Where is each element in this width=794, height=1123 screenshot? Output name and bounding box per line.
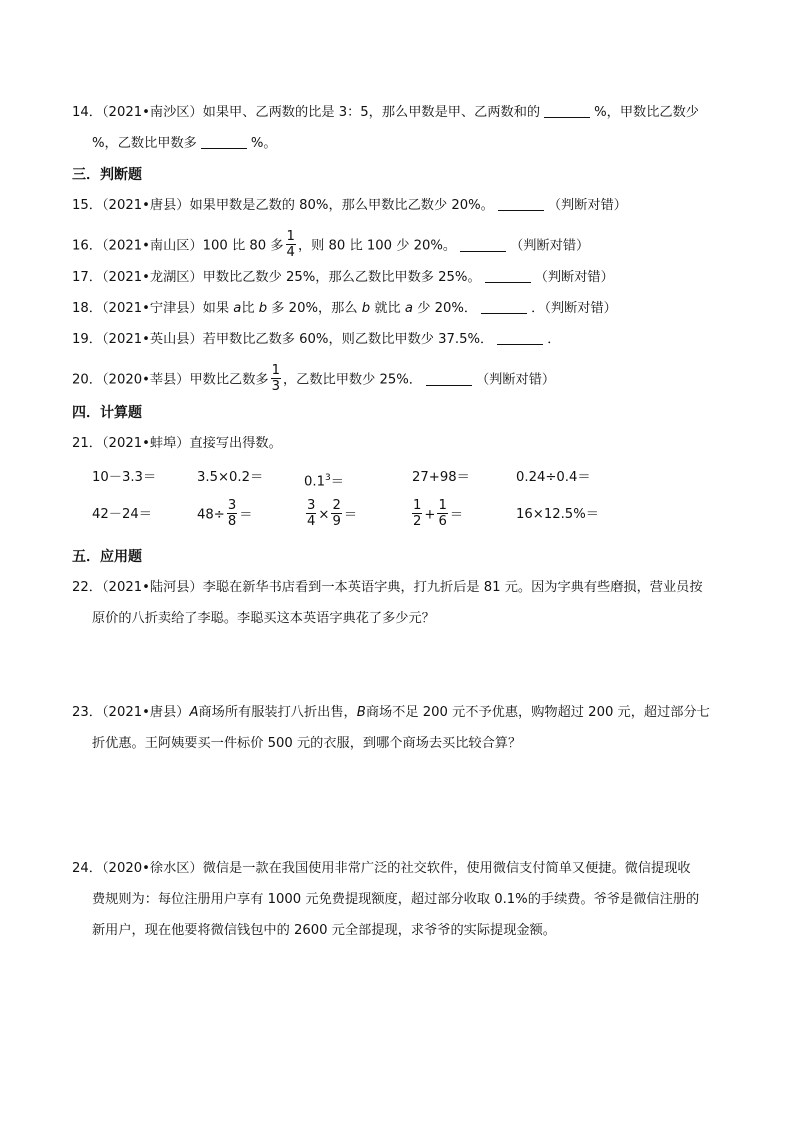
calc-equals: ＝ [343, 507, 358, 523]
question-20 [72, 364, 555, 395]
q15-judge: （判断对错） [547, 198, 627, 213]
q17-text: 17．（2021•龙湖区）甲数比乙数少 25%，那么乙数比甲数多 25%。 [72, 270, 481, 285]
question-14-line-1 [72, 103, 699, 123]
fraction-numerator: 1 [438, 498, 447, 513]
q16-text-a: 16．（2021•南山区）100 比 80 多 [72, 238, 284, 254]
calc-item [197, 499, 252, 530]
calc-base: 0.1 [304, 474, 325, 490]
q23-text-a: 23．（2021•唐县） [72, 705, 190, 720]
var-b: b [361, 301, 371, 316]
question-22-line-2: 原价的八折卖给了李聪。李聪买这本英语字典花了多少元？ [92, 611, 435, 626]
q17-judge: （判断对错） [534, 270, 614, 285]
section-5-heading: 五．应用题 [72, 549, 142, 565]
var-a: a [233, 301, 242, 316]
fraction-numerator: 1 [271, 363, 280, 378]
fraction [331, 498, 341, 529]
fraction-denominator: 4 [286, 245, 295, 260]
fraction [306, 498, 316, 529]
answer-blank[interactable] [481, 299, 527, 314]
q16-judge: （判断对错） [510, 238, 590, 254]
fraction [437, 498, 447, 529]
fraction [227, 498, 237, 529]
var-b: b [258, 301, 268, 316]
q20-text-b: ，乙数比甲数少 25%． [282, 372, 422, 388]
fraction-denominator: 6 [438, 514, 447, 529]
q18-text-d: 就比 [374, 301, 401, 316]
var-a: a [404, 301, 414, 316]
q23-text-b: 商场所有服装打八折出售， [198, 705, 357, 720]
q14-text-a: 14．（2021•南沙区）如果甲、乙两数的比是 3：5，那么甲数是甲、乙两数和的 [72, 105, 541, 120]
calc-item [304, 468, 344, 492]
calc-operator: × [318, 507, 330, 523]
calc-operator: + [424, 507, 436, 523]
calc-item: 0.24÷0.4＝ [516, 470, 591, 485]
answer-blank[interactable] [498, 196, 544, 211]
fraction-denominator: 2 [413, 514, 422, 529]
answer-blank[interactable] [460, 237, 506, 252]
fraction-numerator: 2 [332, 498, 341, 513]
q18-text-b: 比 [241, 301, 255, 316]
q18-text-a: 18．（2021•宁津县）如果 [72, 301, 230, 316]
calc-item [410, 499, 463, 530]
calc-item: 27+98＝ [412, 470, 470, 485]
calc-item [304, 499, 357, 530]
q16-text-b: ，则 80 比 100 少 20%。 [297, 238, 457, 254]
q14-text-c: %，乙数比甲数多 [92, 136, 197, 151]
question-21-title: 21．（2021•蚌埠）直接写出得数。 [72, 436, 282, 451]
question-19 [72, 330, 560, 350]
q18-judge: ．（判断对错） [531, 301, 617, 316]
calc-item: 42－24＝ [92, 507, 152, 522]
question-24-line-2: 费规则为：每位注册用户享有 1000 元免费提现额度，超过部分收取 0.1%的手续费。爷爷是微信注册的 [92, 892, 700, 907]
q20-text-a: 20．（2020•莘县）甲数比乙数多 [72, 372, 269, 388]
question-23-line-2: 折优惠。王阿姨要买一件标价 500 元的衣服，到哪个商场去买比较合算？ [92, 736, 522, 751]
q15-text: 15．（2021•唐县）如果甲数是乙数的 80%，那么甲数比乙数少 20%。 [72, 198, 494, 213]
question-24-line-3: 新用户，现在他要将微信钱包中的 2600 元全部提现，求爷爷的实际提现金额。 [92, 923, 556, 938]
q14-text-b: %，甲数比乙数少 [594, 105, 699, 120]
question-18 [72, 299, 617, 319]
question-17 [72, 268, 614, 288]
answer-blank[interactable] [485, 268, 531, 283]
answer-blank[interactable] [544, 103, 590, 118]
var-A: A [189, 705, 199, 720]
question-15 [72, 196, 627, 216]
var-B: B [356, 705, 366, 720]
answer-blank[interactable] [426, 371, 472, 386]
q23-text-c: 商场不足 200 元不予优惠，购物超过 200 元，超过部分七 [365, 705, 710, 720]
calc-equals: ＝ [239, 507, 253, 523]
q20-judge: （判断对错） [476, 372, 556, 388]
q19-text: 19．（2021•英山县）若甲数比乙数多 60%，则乙数比甲数少 37.5%． [72, 332, 494, 347]
calc-equals: ＝ [330, 474, 344, 490]
q18-text-e: 少 20%． [417, 301, 478, 316]
fraction [286, 229, 296, 260]
fraction-denominator: 9 [332, 514, 341, 529]
question-16 [72, 230, 589, 261]
q18-text-c: 多 20%，那么 [271, 301, 358, 316]
fraction-numerator: 3 [307, 498, 316, 513]
q14-text-d: %。 [250, 136, 277, 151]
calc-exponent: 3 [324, 473, 331, 483]
question-24-line-1: 24．（2020•徐水区）微信是一款在我国使用非常广泛的社交软件，使用微信支付简单又便捷。微信提现收 [72, 861, 691, 876]
fraction-numerator: 1 [413, 498, 422, 513]
answer-blank[interactable] [497, 330, 543, 345]
section-4-heading: 四．计算题 [72, 405, 142, 421]
fraction [271, 363, 281, 394]
calc-prefix: 48÷ [197, 507, 225, 523]
q19-end: ． [547, 332, 561, 347]
calc-item: 16×12.5%＝ [516, 507, 599, 522]
fraction-denominator: 3 [271, 379, 280, 394]
fraction-numerator: 1 [286, 229, 295, 244]
fraction-numerator: 3 [227, 498, 237, 513]
answer-blank[interactable] [201, 134, 247, 149]
question-14-line-2 [92, 134, 277, 154]
calc-item: 10－3.3＝ [92, 470, 157, 485]
section-3-heading: 三．判断题 [72, 167, 142, 183]
fraction-denominator: 8 [227, 514, 237, 529]
fraction [412, 498, 422, 529]
calc-equals: ＝ [449, 507, 464, 523]
fraction-denominator: 4 [307, 514, 316, 529]
calc-item: 3.5×0.2＝ [197, 470, 264, 485]
question-23-line-1 [72, 703, 710, 723]
question-22-line-1: 22．（2021•陆河县）李聪在新华书店看到一本英语字典，打九折后是 81 元。因为字典有些磨损，营业员按 [72, 580, 703, 595]
